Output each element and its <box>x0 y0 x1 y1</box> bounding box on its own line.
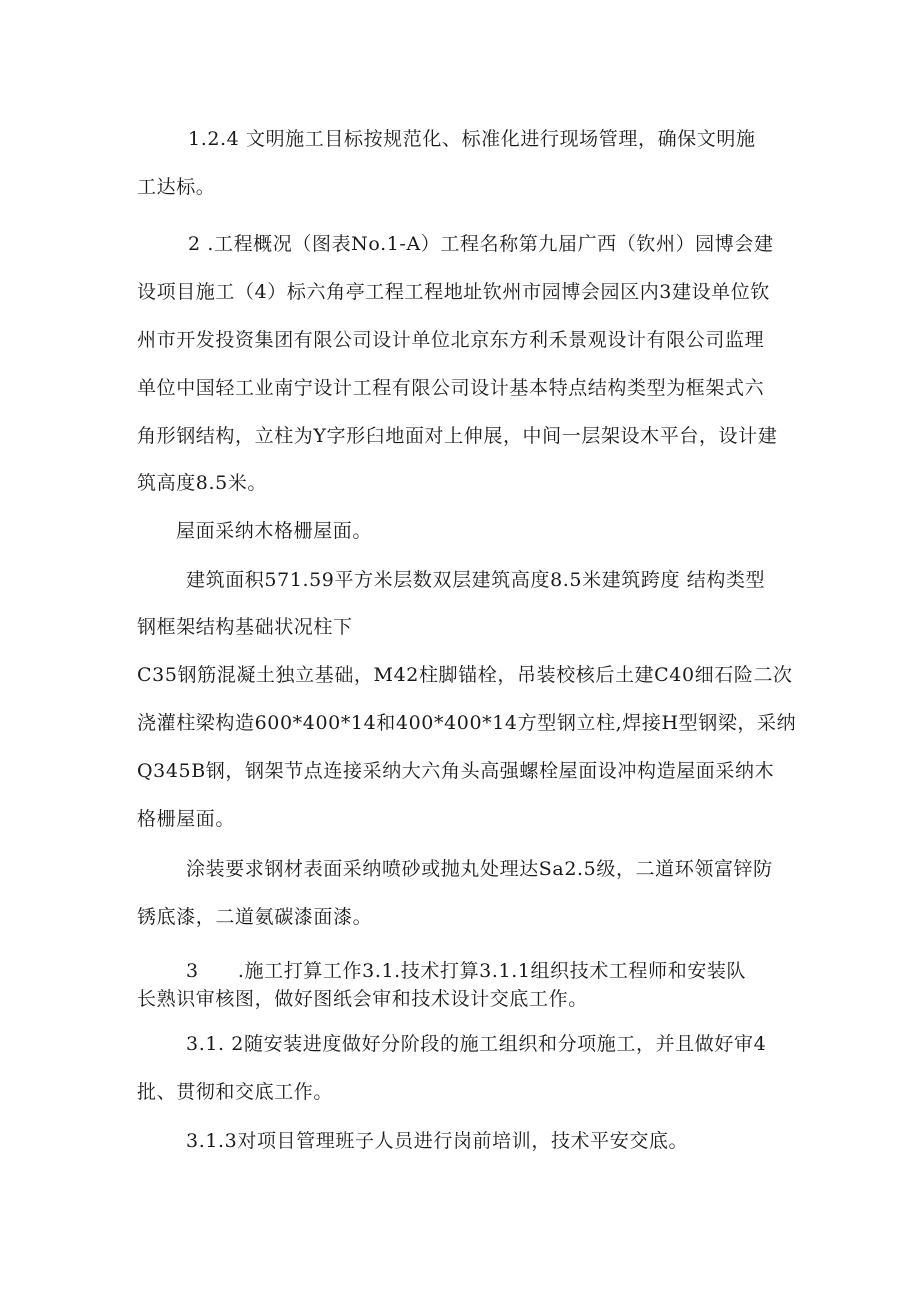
text-line-21: 批、贯彻和交底工作。 <box>137 1081 334 1103</box>
text-line-11: 钢框架结构基础状况柱下 <box>137 616 353 638</box>
text-line-18: 3 .施工打算工作3.1.技术打算3.1.1组织技术工程师和安装队 <box>186 960 747 982</box>
text-line-9: 屋面采纳木格栅屋面。 <box>176 520 373 542</box>
text-line-16: 涂装要求钢材表面采纳喷砂或抛丸处理达Sa2.5级，二道环领富锌防 <box>186 858 773 880</box>
text-line-8: 筑高度8.5米。 <box>137 472 268 494</box>
text-line-2: 工达标。 <box>137 176 216 198</box>
text-line-3: 2 .工程概况（图表No.1-A）工程名称第九届广西（钦州）园博会建 <box>188 233 774 255</box>
text-line-5: 州市开发投资集团有限公司设计单位北京东方利禾景观设计有限公司监理 <box>137 329 765 351</box>
text-line-1: 1.2.4 文明施工目标按规范化、标准化进行现场管理，确保文明施 <box>188 128 756 150</box>
text-line-10: 建筑面积571.59平方米层数双层建筑高度8.5米建筑跨度 结构类型 <box>186 569 766 591</box>
text-line-6: 单位中国轻工业南宁设计工程有限公司设计基本特点结构类型为框架式六 <box>137 377 765 399</box>
text-line-7: 角形钢结构，立柱为Y字形臼地面对上伸展，中间一层架设木平台，设计建 <box>137 425 778 447</box>
text-line-20: 3.1. 2随安装进度做好分阶段的施工组织和分项施工，并且做好审4 <box>186 1033 767 1055</box>
text-line-19: 长熟识审核图，做好图纸会审和技术设计交底工作。 <box>137 988 588 1010</box>
text-line-13: 浇灌柱梁构造600*400*14和400*400*14方型钢立柱,焊接H型钢梁，采纳 <box>137 712 797 734</box>
text-line-14: Q345B钢，钢架节点连接采纳大六角头高强螺栓屋面设冲构造屋面采纳木 <box>137 760 775 782</box>
text-line-22: 3.1.3对项目管理班子人员进行岗前培训，技术平安交底。 <box>186 1130 689 1152</box>
text-line-15: 格栅屋面。 <box>137 808 236 830</box>
text-line-4: 设项目施工（4）标六角亭工程工程地址钦州市园博会园区内3建设单位钦 <box>137 281 770 303</box>
text-line-17: 锈底漆，二道氨碳漆面漆。 <box>137 906 373 928</box>
text-line-12: C35钢筋混凝土独立基础，M42柱脚锚栓，吊装校核后土建C40细石险二次 <box>137 664 793 686</box>
